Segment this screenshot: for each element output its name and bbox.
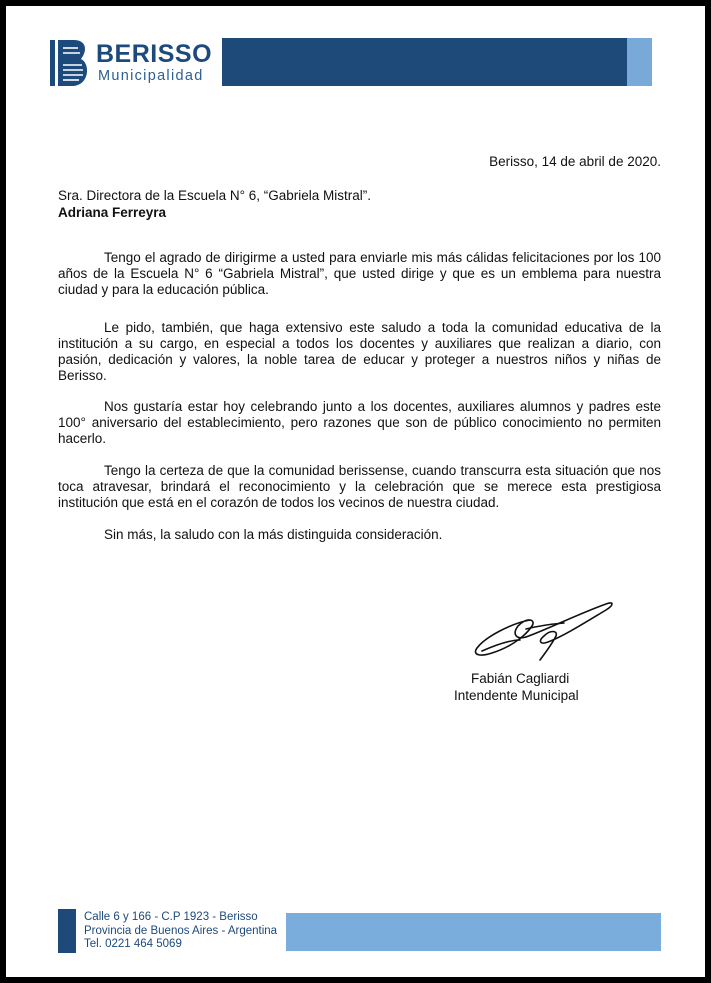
footer-address — [84, 911, 277, 952]
brand-name: BERISSO — [96, 40, 213, 68]
closing-paragraph: Sin más, la saludo con la más distinguida consideración. — [104, 527, 443, 542]
footer-bar — [286, 913, 661, 951]
footer-address-line: Provincia de Buenos Aires - Argentina — [84, 924, 278, 937]
body-paragraph: Tengo la certeza de que la comunidad berissense, cuando transcurra esta situación que nos toca atravesar, brindará el reconocimiento y la celebración que se merece esta prestigiosa institución que está en el corazón de todos los vecinos de nuestra ciudad. — [58, 463, 661, 510]
signer-role: Intendente Municipal — [454, 688, 579, 703]
body-paragraph: Tengo el agrado de dirigirme a usted para enviarle mis más cálidas felicitaciones por los 100 años de la Escuela N° 6 “Gabriela Mistral”, que usted dirige y que es un emblema para nuestra ciudad y para la educación pública. — [58, 250, 661, 297]
brand-subtitle: Municipalidad — [98, 68, 204, 84]
signer-name: Fabián Cagliardi — [471, 671, 570, 686]
body-paragraph: Le pido, también, que haga extensivo este saludo a toda la comunidad educativa de la institución a su cargo, en especial a todos los docentes y auxiliares que realizan a diario, con pasión, dedicación y valores, la noble tarea de educar y proteger a nuestros niños y niñas de Berisso. — [58, 320, 661, 383]
header-bar-light — [627, 38, 652, 86]
recipient-title: Sra. Directora de la Escuela N° 6, “Gabriela Mistral”. — [58, 188, 372, 203]
letter-date: Berisso, 14 de abril de 2020. — [489, 154, 661, 169]
berisso-b-logo-icon — [50, 38, 92, 88]
footer-phone: Tel. 0221 464 5069 — [84, 938, 182, 950]
footer-address-line: Calle 6 y 166 - C.P 1923 - Berisso — [84, 911, 258, 923]
footer-accent-bar — [58, 909, 76, 953]
handwritten-signature — [468, 596, 618, 666]
header-bar-dark — [222, 38, 627, 86]
recipient-name: Adriana Ferreyra — [58, 205, 167, 220]
municipality-logo — [50, 38, 220, 88]
letter-page — [6, 6, 705, 977]
body-paragraph: Nos gustaría estar hoy celebrando junto a los docentes, auxiliares alumnos y padres este 100° aniversario del establecimiento, pero razones que son de público conocimiento no permiten hacerlo. — [58, 399, 661, 446]
